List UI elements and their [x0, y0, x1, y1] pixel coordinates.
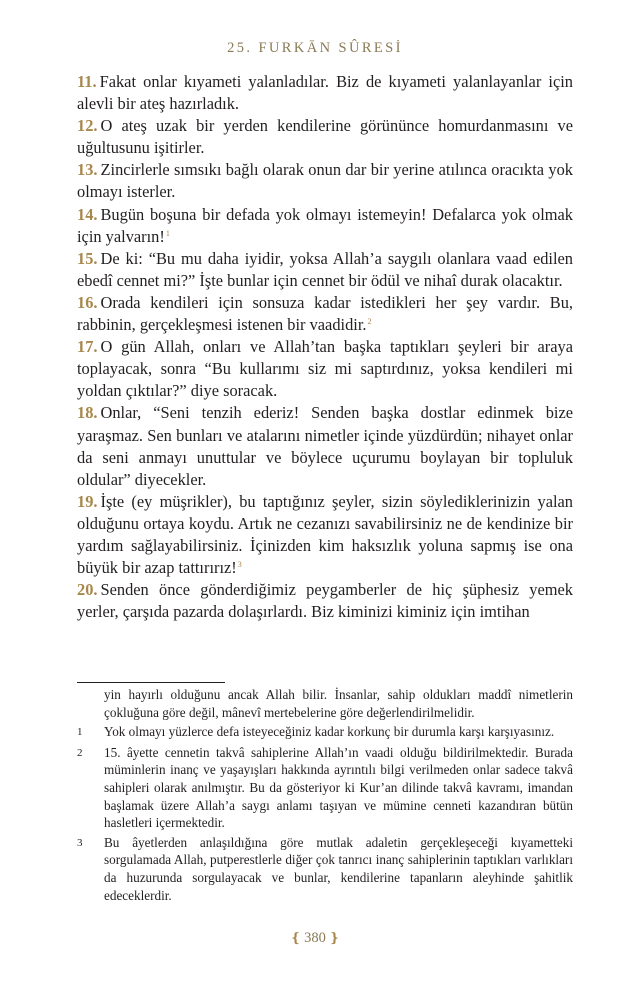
verse-text: Fakat onlar kıyameti yalanladılar. Biz de kıyameti yalanlayanlar için alevli bir ateş hazırladık.	[77, 72, 573, 114]
footnote-ref[interactable]: 2	[367, 317, 372, 327]
verse-text: Orada kendileri için sonsuza kadar istedikleri her şey vardır. Bu, rabbinin, gerçekleşmesi istenen bir vaadidir.	[77, 292, 573, 335]
verse-number: 18.	[77, 403, 98, 423]
ornament-left-icon: ❴	[290, 930, 302, 945]
footnote-number: 2	[77, 746, 83, 759]
footnote-text: Bu âyetlerden anlaşıldığına göre mutlak adaletin gerçekleşeceği kıyametteki sorgulamada Allah, putperestlerle diğer çok tanrıcı inanç sahiplerinin taptıkları varlıkları da huzurunda sorgulayacak ve bunlar, kendilerine tapanların aleyhinde şahitlik edeceklerdir.	[104, 834, 573, 903]
verse-text: Bugün boşuna bir defada yok olmayı istemeyin! Defalarca yok olmak için yalvarın!	[77, 204, 573, 246]
footnote-ref[interactable]: 1	[165, 228, 170, 238]
verse-15	[77, 248, 573, 292]
verse-list	[77, 71, 573, 623]
footnote-3	[77, 834, 573, 904]
verse-text: O gün Allah, onları ve Allah’tan başka taptıkları şeyleri bir araya toplayacak, sonra “Bu kullarımı siz mi saptırdınız, yoksa kendileri mi yoldan çıktılar?” diye soracak.	[77, 337, 573, 401]
verse-number: 13.	[77, 160, 98, 180]
verse-14	[77, 204, 573, 248]
verse-20	[77, 579, 573, 623]
footnote-ref[interactable]: 3	[237, 560, 242, 570]
footnote-number: 1	[77, 726, 83, 739]
verse-number: 19.	[77, 491, 98, 511]
verse-number: 11.	[77, 72, 97, 91]
footnote-continuation	[77, 686, 573, 721]
page-number-block	[0, 930, 630, 947]
footnote-1	[77, 723, 573, 742]
verse-17	[77, 336, 573, 402]
ornament-right-icon: ❵	[328, 930, 340, 945]
footnote-number: 3	[77, 836, 83, 849]
verse-18	[77, 402, 573, 490]
footnote-text: yin hayırlı olduğunu ancak Allah bilir. İnsanlar, sahip oldukları maddî nimetlerin çokluğuna göre değil, mânevî mertebelerine göre değerlendirilmelidir.	[104, 687, 573, 720]
footnote-list	[77, 686, 573, 906]
verse-number: 17.	[77, 337, 98, 357]
verse-number: 20.	[77, 580, 98, 600]
verse-19	[77, 491, 573, 579]
verse-11	[77, 71, 573, 115]
verse-12	[77, 115, 573, 159]
verse-number: 14.	[77, 204, 98, 224]
page-header: 25. FURKĀN SÛRESİ	[227, 40, 403, 56]
verse-13	[77, 159, 573, 203]
verse-16	[77, 292, 573, 336]
footnote-2	[77, 744, 573, 832]
verse-number: 12.	[77, 116, 98, 136]
verse-text: O ateş uzak bir yerden kendilerine görününce homurdanmasını ve uğultusunu işitirler.	[77, 116, 573, 158]
verse-number: 15.	[77, 248, 98, 268]
verse-text: Senden önce gönderdiğimiz peygamberler de hiç şüphesiz yemek yerler, çarşıda pazarda dolaşırlardı. Biz kiminizi kiminiz için imtihan	[77, 580, 573, 622]
verse-text: Onlar, “Seni tenzih ederiz! Senden başka dostlar edinmek bize yaraşmaz. Sen bunları ve atalarını nimetler içinde yüzdürdün; nihayet onlar da seni anmayı unuttular ve böylece uçurumu boylayan bir topluluk oldular” diyecekler.	[77, 403, 573, 489]
verse-text: De ki: “Bu mu daha iyidir, yoksa Allah’a saygılı olanlara vaad edilen ebedî cennet mi?” İşte bunlar için cennet bir ödül ve nihaî durak olacaktır.	[77, 248, 573, 290]
verse-number: 16.	[77, 292, 98, 312]
page-number: 380	[304, 930, 326, 946]
verse-text: Zincirlerle sımsıkı bağlı olarak onun dar bir yerine atılınca oracıkta yok olmayı isterler.	[77, 160, 573, 202]
footnote-text: 15. âyette cennetin takvâ sahiplerine Allah’ın vaadi olduğu bildirilmektedir. Burada müminlerin inanç ve yaşayışları hakkında ayrıntılı bilgi verilmeden onlar sadece takvâ sahipleri olarak anılmıştır. Bu da gösteriyor ki Kur’an dilinde takvâ kavramı, imandan başlamak üzere Allah’a saygı anlamı taşıyan ve mümine cenneti kazandıran bütün hasletleri içermektedir.	[104, 744, 573, 831]
footnote-text: Yok olmayı yüzlerce defa isteyeceğiniz kadar korkunç bir durumla karşı karşıyasınız.	[104, 724, 555, 740]
footnote-divider	[77, 682, 225, 683]
verse-text: İşte (ey müşrikler), bu taptığınız şeyler, sizin söylediklerinizin yalan olduğunu ortaya koydu. Artık ne cezanızı savabilirsiniz ne de kendinize bir yardım sağlayabilirsiniz. İçinizden kim haksızlık yoluna sapmış ise ona büyük bir azap tattırırız!	[77, 491, 573, 578]
